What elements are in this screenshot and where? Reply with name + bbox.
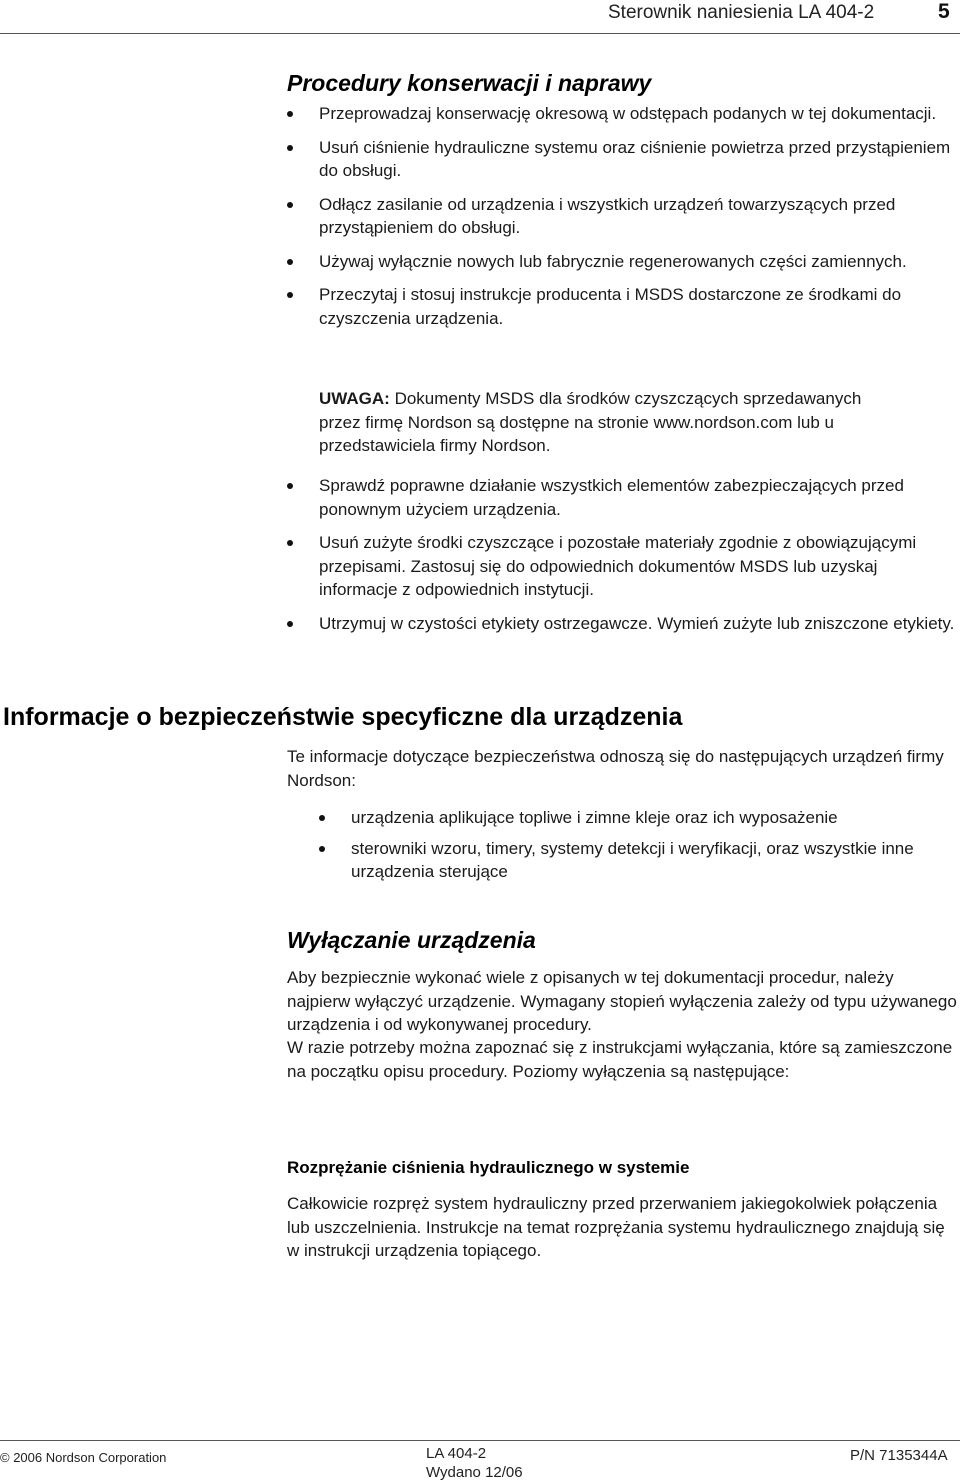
bullet-icon [287,540,293,546]
note-text: Dokumenty MSDS dla środków czyszczących sprzedawanych przez firmę Nordson są dostępne na stronie www.nordson.com lub u przedstawiciela firmy Nordson. [319,389,862,455]
list-item-text: Przeczytaj i stosuj instrukcje producenta i MSDS dostarczone ze środkami do czyszczenia urządzenia. [319,285,902,328]
list-item [287,102,957,126]
list-item-text: Odłącz zasilanie od urządzenia i wszystkich urządzeń towarzyszących przed przystąpieniem do obsługi. [319,194,896,237]
list-item [319,837,919,884]
list-item-text: sterowniki wzoru, timery, systemy detekcji i weryfikacji, oraz wszystkie inne urządzenia sterujące [351,838,914,881]
list-item [287,474,959,521]
bullet-icon [287,202,293,208]
note-label: UWAGA: [319,389,390,408]
safety-intro: Te informacje dotyczące bezpieczeństwa odnoszą się do następujących urządzeń firmy Nordson: [287,747,944,790]
list-item [287,612,959,636]
page-number: 5 [938,0,950,23]
list-item-text: Używaj wyłącznie nowych lub fabrycznie regenerowanych części zamiennych. [319,251,907,271]
msds-note [319,387,879,458]
bullet-icon [287,621,293,627]
list-item-text: Usuń ciśnienie hydrauliczne systemu oraz ciśnienie powietrza przed przystąpieniem do obsługi. [319,137,951,180]
bullet-icon [287,292,293,298]
section-heading-safety: Informacje o bezpieczeństwie specyficzne dla urządzenia [3,703,683,731]
section-heading-pressure-relief: Rozprężanie ciśnienia hydraulicznego w systemie [287,1158,690,1177]
section-heading-maintenance: Procedury konserwacji i naprawy [287,70,652,96]
list-item [287,250,957,274]
list-item [287,531,959,602]
bullet-icon [319,846,325,852]
shutdown-paragraph-1: Aby bezpiecznie wykonać wiele z opisanych w tej dokumentacji procedur, należy najpierw wyłączyć urządzenie. Wymagany stopień wyłączenia zależy od typu używanego urządzenia i od wykonywanej procedury. [287,968,957,1034]
maintenance-bullet-list-2 [287,474,959,635]
list-item-text: Utrzymuj w czystości etykiety ostrzegawcze. Wymień zużyte lub zniszczone etykiety. [319,613,955,633]
header-divider [0,33,960,34]
pressure-relief-paragraph: Całkowicie rozpręż system hydrauliczny przed przerwaniem jakiegokolwiek połączenia lub uszczelnienia. Instrukcje na temat rozprężania systemu hydraulicznego znajdują się w instrukcji urządzenia topiącego. [287,1194,945,1260]
bullet-icon [319,815,325,821]
list-item-text: Przeprowadzaj konserwację okresową w odstępach podanych w tej dokumentacji. [319,104,937,123]
list-item-text: Usuń zużyte środki czyszczące i pozostałe materiały zgodnie z obowiązującymi przepisami. Zastosuj się do odpowiednich dokumentów MSDS lub uzyskaj informacje z odpowiednich instytucji. [319,533,917,599]
list-item-text: urządzenia aplikujące topliwe i zimne kleje oraz ich wyposażenie [351,808,838,827]
list-item-text: Sprawdź poprawne działanie wszystkich elementów zabezpieczających przed ponownym użyciem urządzenia. [319,476,904,519]
shutdown-paragraph-2: W razie potrzeby można zapoznać się z instrukcjami wyłączania, które są zamieszczone na początku opisu procedury. Poziomy wyłączenia są następujące: [287,1038,953,1081]
list-item [287,193,957,240]
footer-issued: Wydano 12/06 [426,1464,523,1481]
list-item [287,283,957,330]
bullet-icon [287,111,293,117]
bullet-icon [287,259,293,265]
bullet-icon [287,145,293,151]
maintenance-bullet-list [287,102,957,340]
footer-doc-id: LA 404-2 [426,1445,487,1462]
footer-doc-info [426,1444,523,1482]
bullet-icon [287,483,293,489]
footer-copyright: © 2006 Nordson Corporation [0,1450,167,1465]
list-item [319,806,919,830]
list-item [287,136,957,183]
footer-divider [0,1440,960,1441]
device-bullet-list [319,806,919,884]
running-header-title: Sterownik naniesienia LA 404-2 [608,2,875,23]
footer-part-number: P/N 7135344A [850,1447,948,1464]
section-heading-shutdown: Wyłączanie urządzenia [287,927,536,953]
